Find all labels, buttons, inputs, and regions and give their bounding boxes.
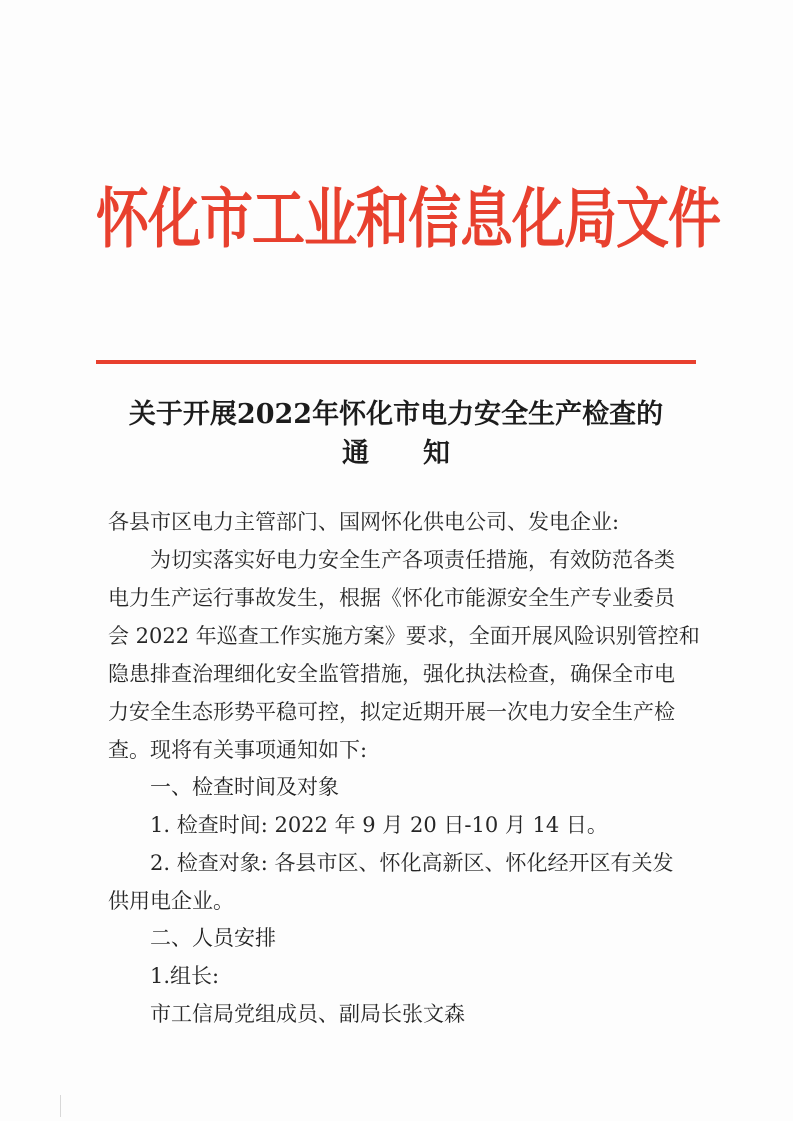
paragraph-1-line-1: 为切实落实好电力安全生产各项责任措施，有效防范各类: [150, 548, 675, 572]
notice-title-line-2: 通 知: [342, 438, 450, 469]
paragraph-1-line-4: 隐患排查治理细化安全监管措施，强化执法检查，确保全市电: [108, 662, 675, 686]
section-1-heading: 一、检查时间及对象: [150, 775, 339, 799]
paragraph-1-line-5: 力安全生态形势平稳可控，拟定近期开展一次电力安全生产检: [108, 700, 675, 724]
notice-title-line-1: 关于开展2022年怀化市电力安全生产检查的: [128, 399, 664, 430]
agency-document-header: 怀化市工业和信息化局文件: [96, 182, 720, 258]
item-2-1: 1.组长:: [150, 964, 220, 988]
item-1-1: 1. 检查时间: 2022 年 9 月 20 日-10 月 14 日。: [150, 813, 608, 837]
red-separator-rule: [96, 360, 696, 364]
paragraph-1-line-6: 查。现将有关事项通知如下:: [108, 738, 368, 762]
scan-edge-mark: [60, 1095, 71, 1117]
item-1-2-line-1: 2. 检查对象: 各县市区、怀化高新区、怀化经开区有关发: [150, 851, 674, 875]
section-2-heading: 二、人员安排: [150, 926, 276, 950]
paragraph-1-line-3: 会 2022 年巡查工作实施方案》要求，全面开展风险识别管控和: [108, 624, 700, 648]
item-1-2-line-2: 供用电企业。: [108, 889, 234, 913]
paragraph-1-line-2: 电力生产运行事故发生，根据《怀化市能源安全生产专业委员: [108, 586, 675, 610]
addressee-line: 各县市区电力主管部门、国网怀化供电公司、发电企业:: [108, 510, 620, 534]
leader-line: 市工信局党组成员、副局长张文森: [150, 1002, 465, 1026]
